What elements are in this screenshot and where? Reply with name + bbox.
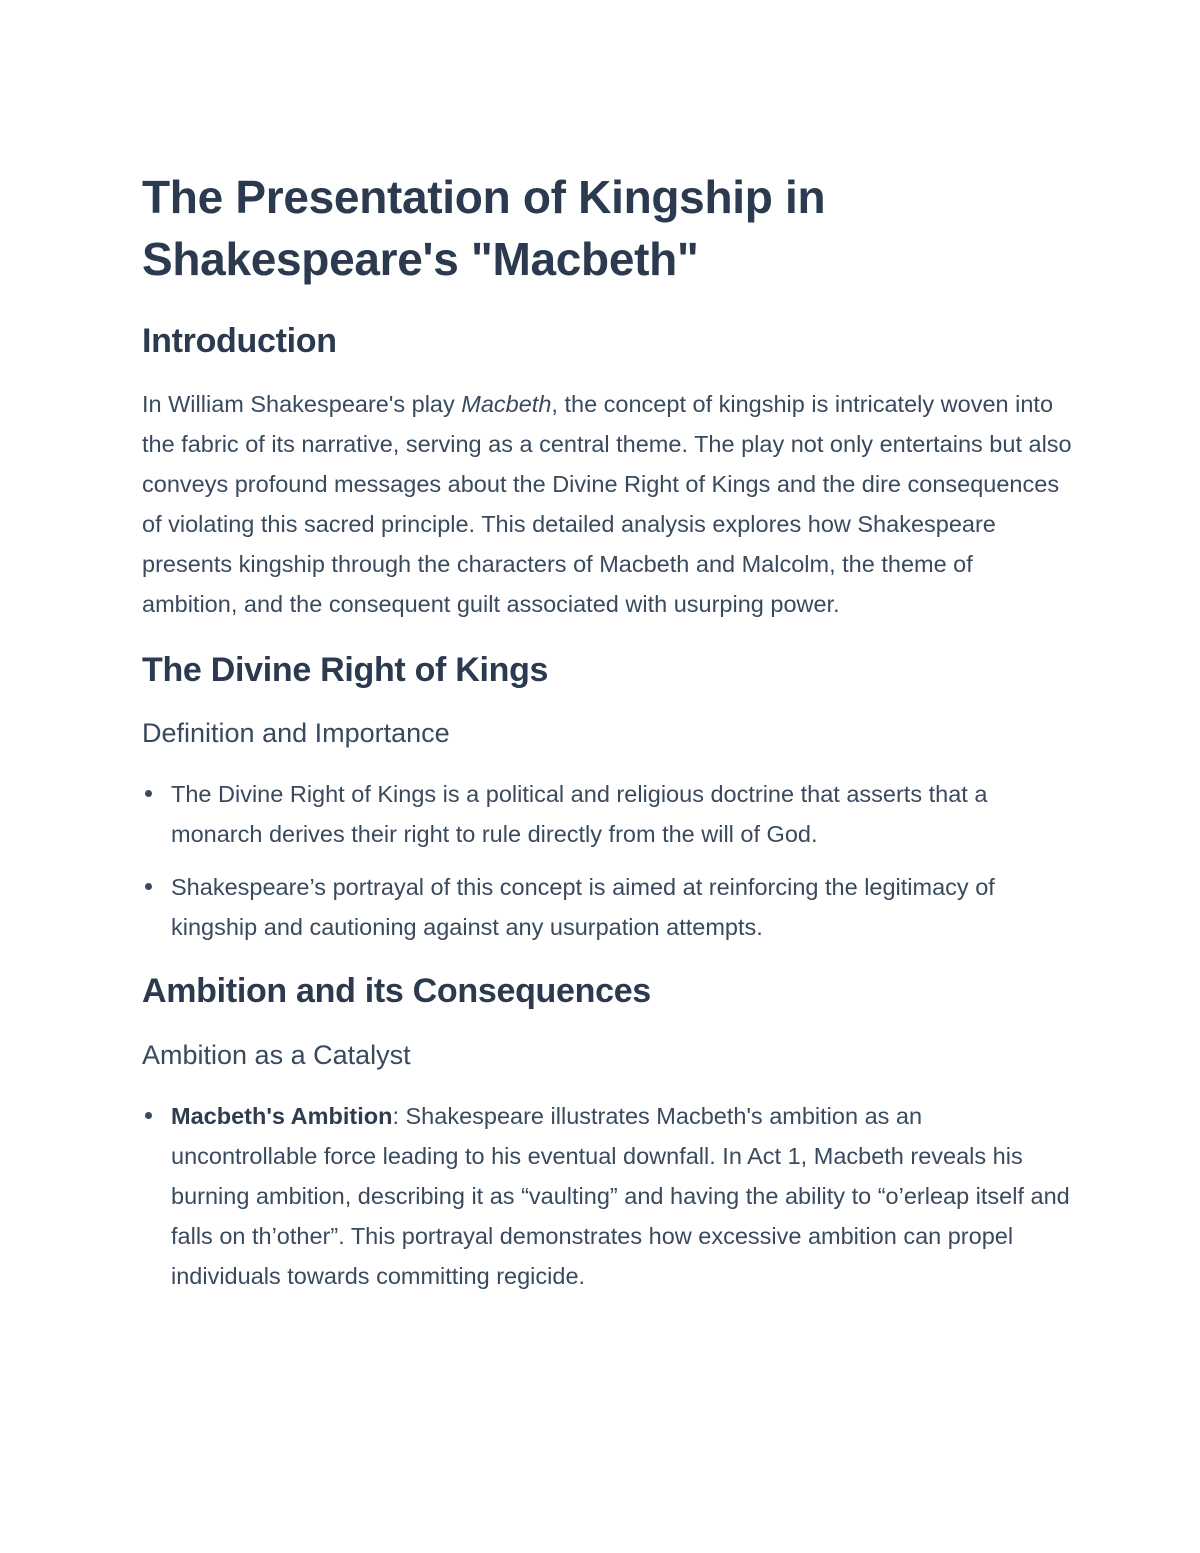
section-heading-ambition: Ambition and its Consequences — [142, 972, 651, 1010]
bullet-icon — [145, 790, 152, 797]
list-item — [142, 1096, 1072, 1296]
document-page — [142, 166, 1072, 1296]
list-item-label: Macbeth's Ambition — [171, 1103, 393, 1129]
list-item — [142, 867, 1072, 947]
subheading-catalyst: Ambition as a Catalyst — [142, 1040, 411, 1070]
section-heading-introduction: Introduction — [142, 322, 337, 360]
introduction-text-rest: , the concept of kingship is intricately woven into the fabric of its narrative, serving as a central theme. The play not only entertains but also conveys profound messages about the Divine Right of Kings and the dire consequences of violating this sacred principle. This detailed analysis explores how Shakespeare presents kingship through the characters of Macbeth and Malcolm, the theme of ambition, and the consequent guilt associated with usurping power. — [142, 391, 1072, 617]
definition-bullet-list — [142, 774, 1072, 947]
play-title-italic: Macbeth — [461, 391, 552, 417]
list-item — [142, 774, 1072, 854]
list-item-text: : Shakespeare illustrates Macbeth's ambition as an uncontrollable force leading to his eventual downfall. In Act 1, Macbeth reveals his burning ambition, describing it as “vaulting” and having the ability to “o’erleap itself and falls on th’other”. This portrayal demonstrates how excessive ambition can propel individuals towards committing regicide. — [171, 1103, 1070, 1289]
introduction-text-start: In William Shakespeare's play — [142, 391, 462, 417]
list-item-text: Shakespeare’s portrayal of this concept is aimed at reinforcing the legitimacy of kingship and cautioning against any usurpation attempts. — [171, 874, 995, 940]
document-title: The Presentation of Kingship in Shakespeare's "Macbeth" — [142, 171, 826, 285]
bullet-icon — [145, 1112, 152, 1119]
list-item-text: The Divine Right of Kings is a political and religious doctrine that asserts that a monarch derives their right to rule directly from the will of God. — [171, 781, 988, 847]
bullet-icon — [145, 883, 152, 890]
catalyst-bullet-list — [142, 1096, 1072, 1296]
section-heading-divine-right: The Divine Right of Kings — [142, 651, 549, 689]
introduction-paragraph — [142, 384, 1072, 624]
subheading-definition: Definition and Importance — [142, 718, 450, 748]
